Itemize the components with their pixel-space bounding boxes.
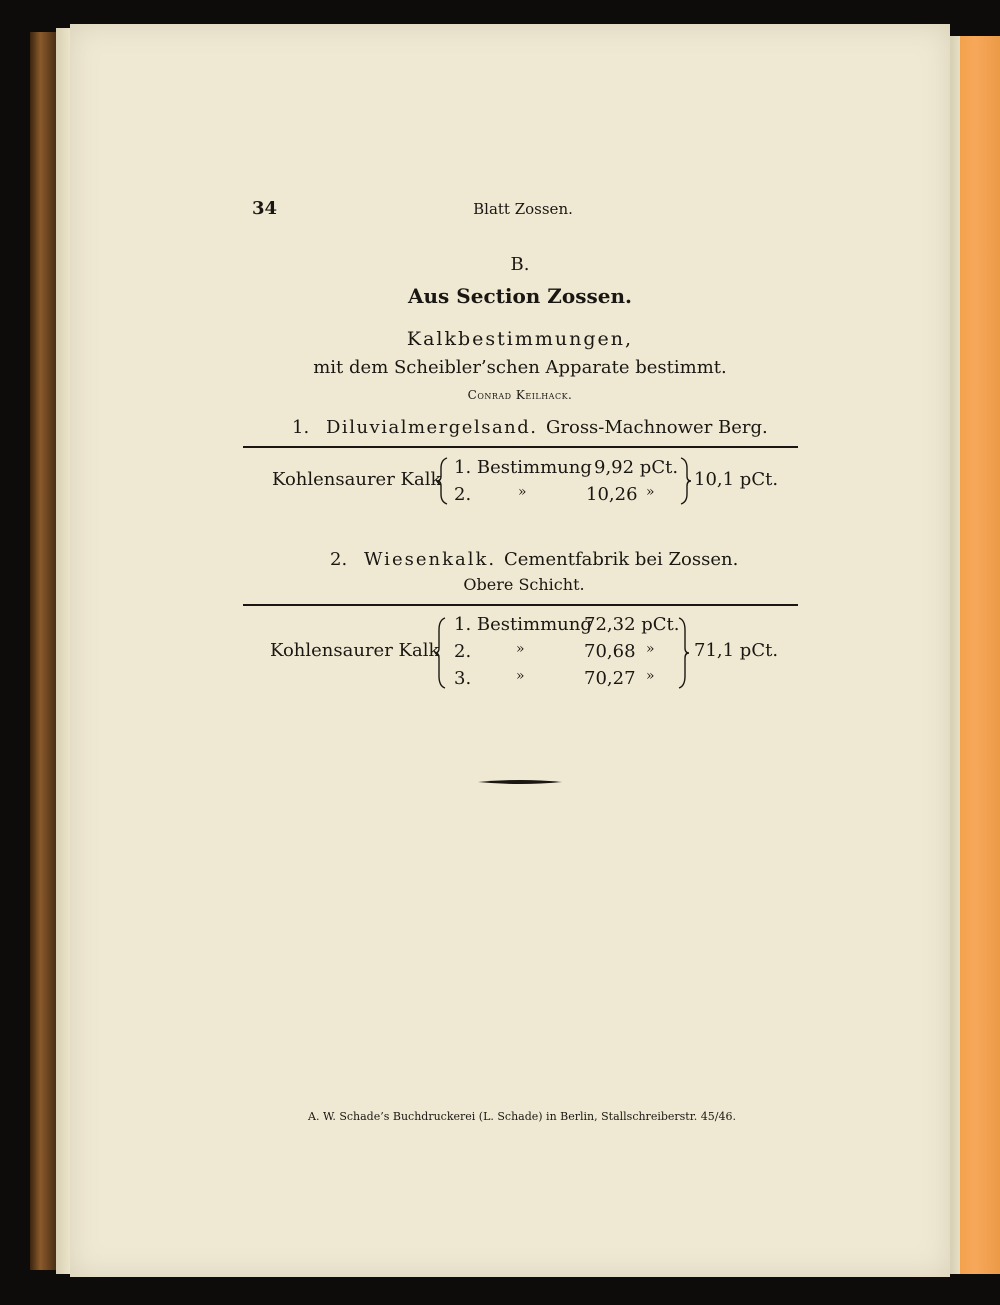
sample2-row3-index: 3. — [454, 668, 472, 689]
sample2-row3-value: 70,27 — [584, 668, 636, 689]
sample2-left-brace — [434, 616, 448, 690]
sample2-name: Wiesenkalk. — [364, 549, 497, 570]
sample1-row1-index: 1. Bestimmung — [454, 457, 592, 478]
sample1-row2-ditto: » — [518, 484, 527, 500]
sample2-row2-index: 2. — [454, 641, 472, 662]
book-spine — [30, 32, 56, 1270]
page-number: 34 — [252, 198, 278, 219]
sample1-row2-value: 10,26 — [586, 484, 638, 505]
sample1-row2-index: 2. — [454, 484, 472, 505]
printer-imprint: A. W. Schade’s Buchdruckerei (L. Schade) in Berlin, Stallschreiberstr. 45/46. — [308, 1110, 736, 1123]
sample1-right-brace — [678, 456, 692, 506]
sample2-right-brace — [676, 616, 690, 690]
sample1-mean: 10,1 pCt. — [694, 469, 779, 490]
sample2-row3-ditto: » — [516, 668, 525, 684]
heading-line1: Kalkbestimmungen, — [406, 328, 634, 350]
sample2-row2-ditto: » — [516, 641, 525, 657]
sample2-label: Kohlensaurer Kalk — [270, 640, 440, 661]
end-ornament — [478, 778, 562, 786]
section-letter: B. — [510, 254, 530, 275]
sample2-location: Cementfabrik bei Zossen. — [504, 549, 739, 570]
sample2-row1-value: 72,32 pCt. — [584, 614, 680, 635]
sample2-row3-unit-ditto: » — [646, 668, 655, 684]
sample2-mean: 71,1 pCt. — [694, 640, 779, 661]
sample2-row2-unit-ditto: » — [646, 641, 655, 657]
sample2-row2-value: 70,68 — [584, 641, 636, 662]
sample1-row1-value: 9,92 pCt. — [594, 457, 679, 478]
sample2-subtitle: Obere Schicht. — [463, 575, 585, 594]
sample2-row1-index: 1. Bestimmung — [454, 614, 592, 635]
author: Conrad Keilhack. — [467, 388, 573, 402]
left-page-edge — [56, 28, 70, 1274]
sample2-rule — [243, 604, 798, 606]
sample1-number: 1. — [292, 417, 310, 438]
sample1-row2-unit-ditto: » — [646, 484, 655, 500]
sample1-rule — [243, 446, 798, 448]
sample1-name: Diluvialmergelsand. — [326, 417, 538, 438]
orange-cover-edge — [958, 36, 1000, 1274]
section-title: Aus Section Zossen. — [408, 284, 632, 308]
sample1-location: Gross-Machnower Berg. — [546, 417, 768, 438]
heading-line2: mit dem Scheibler’schen Apparate bestimmt. — [313, 357, 727, 378]
running-title: Blatt Zossen. — [473, 200, 573, 218]
sample2-number: 2. — [330, 549, 348, 570]
sample1-label: Kohlensaurer Kalk — [272, 469, 442, 490]
sample1-left-brace — [436, 456, 450, 506]
